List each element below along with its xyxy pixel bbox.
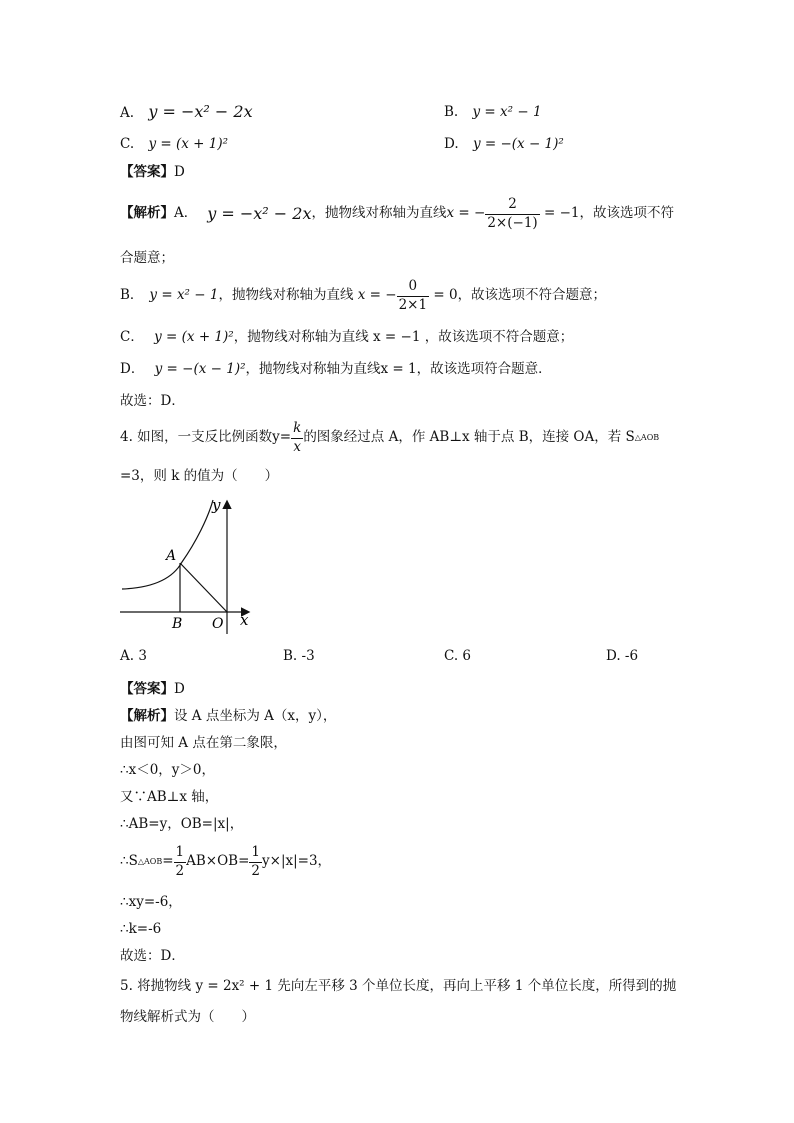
q4-stem-line1: 4. 如图，一支反比例函数y= $\frac{k}{x}$ 的图象经过点 A，作 AB⊥x 轴于点 B，连接 OA，若 S △AOB [120, 420, 660, 455]
half-fraction-2: $\frac{1}{2}$ [251, 844, 260, 879]
q3-analysis-d: D． y = −(x − 1)²，抛物线对称轴为直线x = 1，故该选项符合题意． [120, 361, 552, 377]
half-fraction-1: $\frac{1}{2}$ [175, 844, 185, 879]
option-b: B. y = x² − 1 [444, 104, 542, 120]
option-c-expr: y = (x + 1)² [148, 136, 229, 152]
q4-answer: 【答案】D [120, 681, 185, 697]
hyperbola-curve [122, 500, 213, 589]
option-d: D. y = −(x − 1)² [444, 136, 564, 152]
q4-option-b: B. -3 [283, 648, 315, 664]
q4-analysis-6: ∴S △AOB = $\frac{1}{2}$ AB×OB= $\frac{1}{2}$ y×|x|=3， [120, 844, 332, 879]
q4-analysis-7: ∴xy=-6， [120, 894, 182, 910]
segment-ao [180, 563, 227, 612]
q3-analysis-a-cont: 合题意； [120, 250, 174, 266]
option-c: C. y = (x + 1)² [120, 136, 229, 152]
q4-choose: 故选：D． [120, 948, 185, 964]
q3-choose: 故选：D． [120, 393, 185, 409]
q4-analysis-4: 又∵AB⊥x 轴， [120, 789, 219, 805]
label-y: y [212, 496, 221, 514]
q4-option-a: A. 3 [120, 648, 147, 664]
q4-option-c: C. 6 [444, 648, 472, 664]
label-b: B [172, 616, 183, 632]
q4-analysis-1: 【解析】设 A 点坐标为 A（x，y）， [120, 708, 337, 724]
q5-stem-line1: 5. 将抛物线 y = 2x² + 1 先向左平移 3 个单位长度，再向上平移 1 个单位长度，所得到的抛 [120, 978, 677, 994]
q3-analysis-b: B． y = x² − 1 ，抛物线对称轴为直线 x = − $\frac{0}{2\times 1}$ = 0 ，故该选项不符合题意； [120, 278, 607, 313]
q4-analysis-3: ∴x＜0，y＞0， [120, 762, 216, 778]
q3-b-fraction: $\frac{0}{2\times 1}$ [398, 278, 428, 313]
label-o: O [212, 616, 224, 632]
label-x: x [240, 611, 249, 629]
q4-stem-line2: =3，则 k 的值为（ ） [120, 468, 279, 484]
q5-stem-line2: 物线解析式为（ ） [120, 1009, 255, 1025]
q4-option-d: D. -6 [606, 648, 639, 664]
q4-figure [110, 492, 260, 638]
option-d-expr: y = −(x − 1)² [472, 136, 564, 152]
option-a: A. y = −x² − 2x [120, 102, 253, 121]
q4-analysis-8: ∴k=-6 [120, 921, 162, 937]
option-b-expr: y = x² − 1 [472, 104, 542, 120]
q3-a-fraction: $\frac{2}{2\times(-1)}$ [487, 196, 538, 231]
q4-stem-fraction: $\frac{k}{x}$ [293, 420, 302, 455]
q3-answer: 【答案】D [120, 164, 185, 180]
label-a: A [166, 548, 177, 564]
q3-analysis-a: 【解析】 A． y = −x² − 2x ，抛物线对称轴为直线 x = − $\frac{2}{2\times(-1)}$ = −1 ，故该选项不符 [120, 196, 674, 231]
option-a-expr: y = −x² − 2x [148, 102, 253, 121]
q4-analysis-2: 由图可知 A 点在第二象限， [120, 735, 287, 751]
q3-analysis-c: C． y = (x + 1)²，抛物线对称轴为直线 x = −1 ，故该选项不符合题意； [120, 329, 574, 345]
q4-analysis-5: ∴AB=y，OB=|x|， [120, 816, 244, 832]
